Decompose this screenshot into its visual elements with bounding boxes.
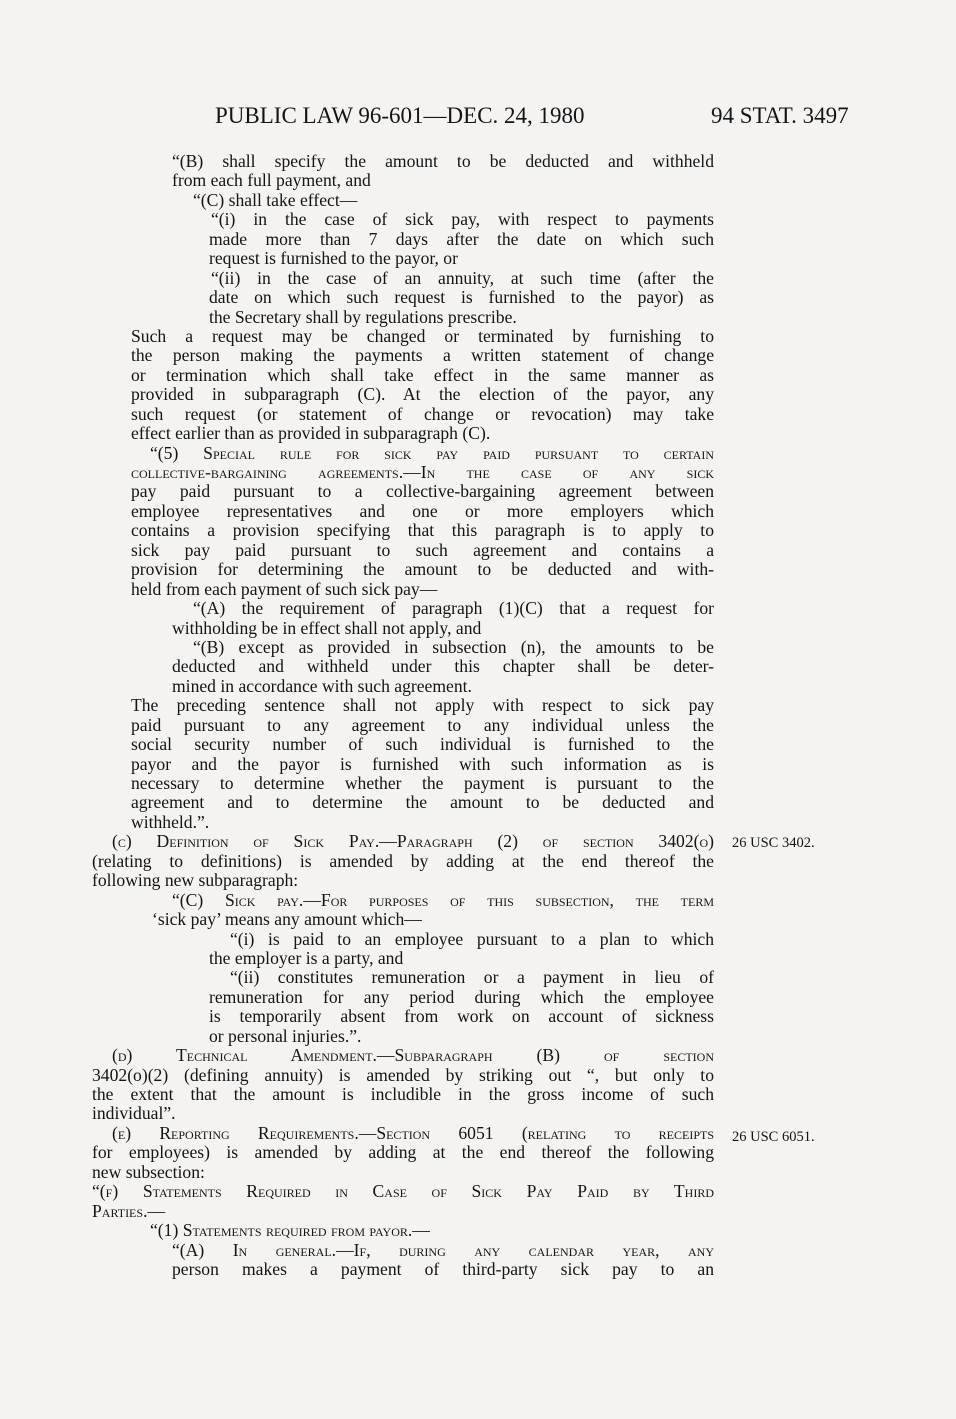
text-line: person makes a payment of third-party sick pay to an [172,1258,714,1279]
text-line: provided in subparagraph (C). At the election of the payor, any [131,384,714,405]
text-line: payor and the payor is furnished with such information as is [131,753,714,774]
text-line: for employees) is amended by adding at the end thereof the following [92,1142,714,1163]
text-line: new subsection: [92,1161,205,1182]
text-line: ‘sick pay’ means any amount which— [152,909,422,930]
text-line: “(5) Special rule for sick pay paid pursuant to certain [150,442,714,463]
text-line: or personal injuries.”. [209,1025,362,1046]
text-line: “(C) Sick pay.—For purposes of this subsection, the term [172,889,714,910]
text-line: agreement and to determine the amount to be deducted and [131,792,714,813]
text-line: The preceding sentence shall not apply with respect to sick pay [131,695,714,716]
text-line: remuneration for any period during which the employee [209,986,714,1007]
header-title: PUBLIC LAW 96-601—DEC. 24, 1980 [215,103,585,128]
text-line: held from each payment of such sick pay— [131,578,438,599]
text-line: date on which such request is furnished to the payor) as [209,287,714,308]
statute-body [92,152,714,1279]
text-line: deducted and withheld under this chapter shall be deter- [172,656,714,677]
text-line: individual”. [92,1103,176,1124]
text-line: “(C) shall take effect— [193,189,358,210]
text-line: following new subparagraph: [92,870,299,891]
margin-note-usc-3402: 26 USC 3402. [732,835,815,851]
text-line: withholding be in effect shall not apply, and [172,617,482,638]
text-line: “(1) Statements required from payor.— [150,1220,430,1241]
text-line: “(A) the requirement of paragraph (1)(C) that a request for [193,598,714,619]
text-line: collective-bargaining agreements.—In the case of any sick [131,462,714,482]
page-header [0,103,956,133]
text-line: mined in accordance with such agreement. [172,675,472,696]
header-stat-page: 94 STAT. 3497 [711,103,849,128]
text-line: is temporarily absent from work on account of sickness [209,1006,714,1027]
text-line: the extent that the amount is includible in the gross income of such [92,1084,714,1104]
text-line: contains a provision specifying that this paragraph is to apply to [131,520,714,541]
margin-note-usc-6051: 26 USC 6051. [732,1129,815,1145]
text-line: Parties.— [92,1200,166,1221]
text-line: (relating to definitions) is amended by adding at the end thereof the [92,850,714,871]
text-line: “(B) shall specify the amount to be deducted and withheld [172,151,714,171]
text-line: provision for determining the amount to be deducted and with- [131,559,714,580]
text-line: (c) Definition of Sick Pay.—Paragraph (2) of section 3402(o) [112,831,714,852]
text-line: “(ii) in the case of an annuity, at such time (after the [211,267,714,288]
text-line: the person making the payments a written statement of change [131,345,714,366]
text-line: “(A) In general.—If, during any calendar year, any [172,1239,714,1260]
text-line: effect earlier than as provided in subparagraph (C). [131,423,491,444]
text-line: pay paid pursuant to a collective-bargaining agreement between [131,481,714,502]
text-line: such request (or statement of change or revocation) may take [131,403,714,424]
text-line: “(ii) constitutes remuneration or a payment in lieu of [230,967,714,988]
text-line: (e) Reporting Requirements.—Section 6051 (relating to receipts [112,1122,714,1143]
text-line: paid pursuant to any agreement to any individual unless the [131,714,714,735]
text-line: request is furnished to the payor, or [209,248,458,269]
text-line: withheld.”. [131,811,210,832]
text-line: “(i) in the case of sick pay, with respect to payments [211,209,714,230]
text-line: necessary to determine whether the payment is pursuant to the [131,773,714,793]
text-line: (d) Technical Amendment.—Subparagraph (B) of section [112,1045,714,1066]
text-line: “(B) except as provided in subsection (n), the amounts to be [193,636,714,657]
text-line: “(f) Statements Required in Case of Sick Pay Paid by Third [92,1181,714,1202]
text-line: the Secretary shall by regulations prescribe. [209,306,517,327]
text-line: or termination which shall take effect in the same manner as [131,364,714,385]
text-line: social security number of such individual is furnished to the [131,734,714,755]
text-line: employee representatives and one or more employers which [131,500,714,521]
text-line: 3402(o)(2) (defining annuity) is amended by striking out “, but only to [92,1064,714,1085]
text-line: “(i) is paid to an employee pursuant to a plan to which [230,928,714,949]
text-line: Such a request may be changed or terminated by furnishing to [131,325,714,346]
text-line: made more than 7 days after the date on which such [209,228,714,249]
text-line: from each full payment, and [172,170,371,191]
text-line: the employer is a party, and [209,947,404,968]
text-line: sick pay paid pursuant to such agreement and contains a [131,539,714,560]
